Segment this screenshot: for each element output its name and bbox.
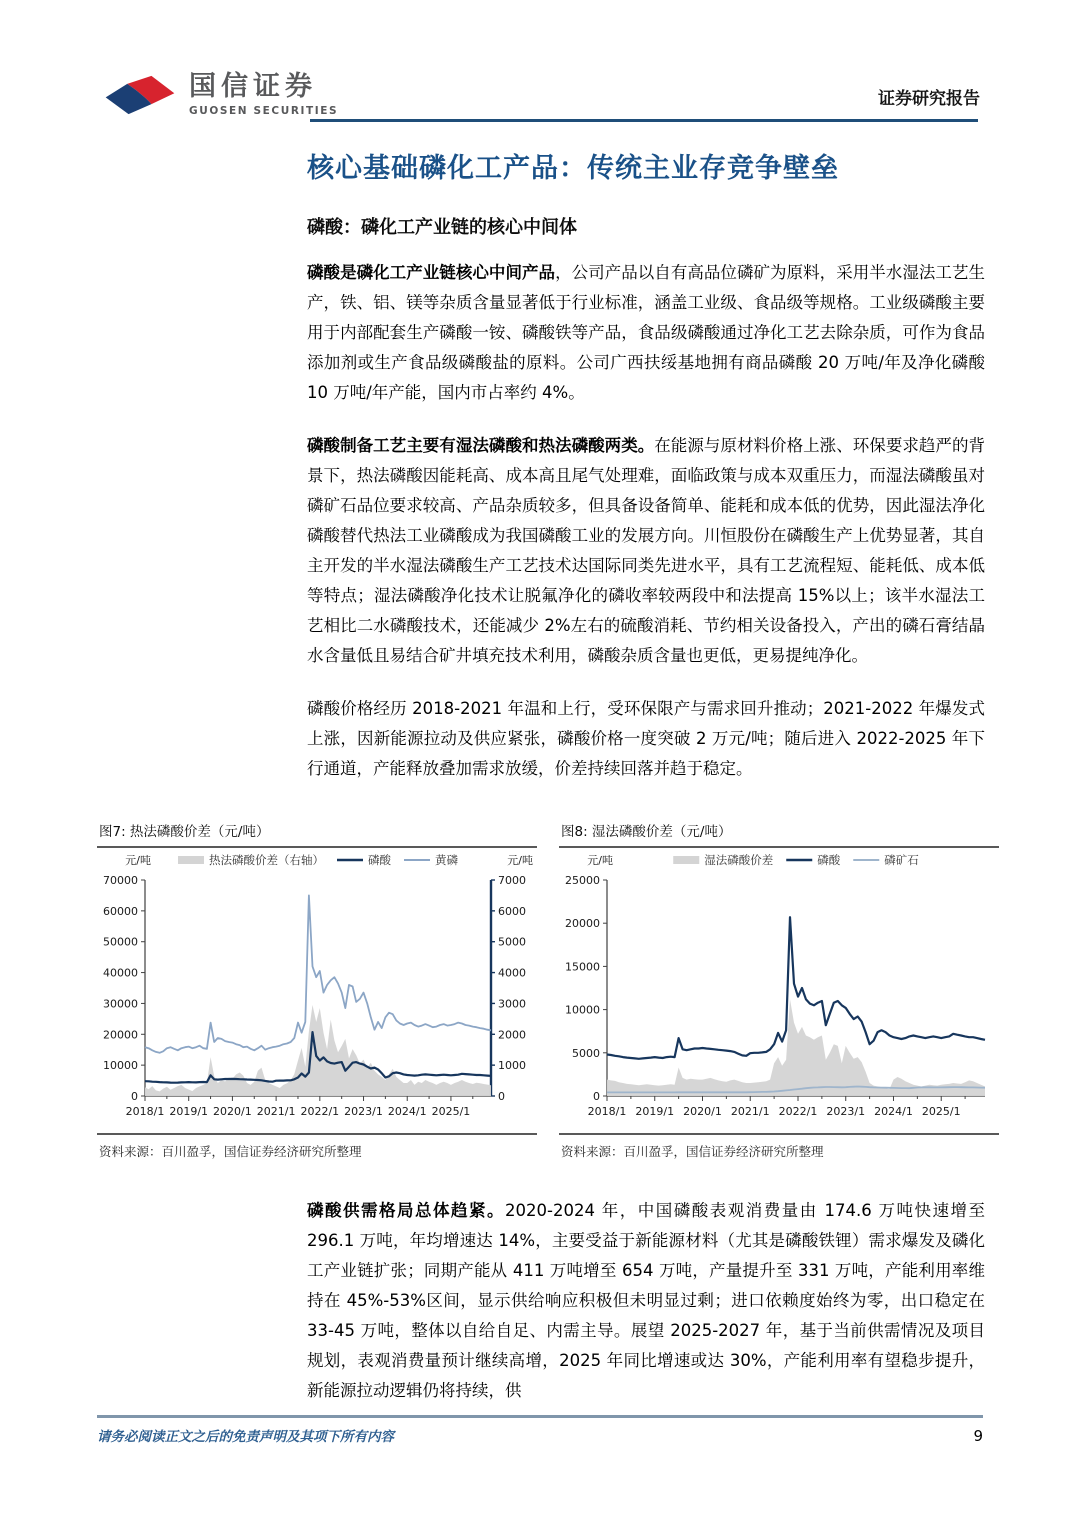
svg-text:5000: 5000 [498, 935, 526, 949]
brand-text [189, 72, 338, 117]
svg-text:元/吨: 元/吨 [587, 854, 613, 867]
svg-text:2020/1: 2020/1 [213, 1105, 252, 1118]
svg-text:2021/1: 2021/1 [256, 1105, 296, 1118]
brand-en: GUOSEN SECURITIES [189, 105, 339, 117]
svg-text:2022/1: 2022/1 [300, 1105, 340, 1118]
svg-text:20000: 20000 [103, 1028, 138, 1042]
figures-row [97, 820, 995, 1160]
figure-8 [559, 820, 999, 1160]
svg-text:2019/1: 2019/1 [169, 1105, 209, 1118]
svg-text:10000: 10000 [565, 1003, 600, 1017]
svg-text:元/吨: 元/吨 [125, 854, 151, 867]
paragraph-body: 磷酸价格经历 2018-2021 年温和上行，受环保限产与需求回升推动；2021-2022 年爆发式上涨，因新能源拉动及供应紧张，磷酸价格一度突破 2 万元/吨；随后进入 2022-2025 年下行通道，产能释放叠加需求放缓，价差持续回落并趋于稳定。 [307, 699, 985, 778]
guosen-logo-icon [103, 70, 177, 122]
svg-text:20000: 20000 [565, 917, 600, 931]
svg-text:70000: 70000 [103, 874, 138, 887]
svg-text:60000: 60000 [103, 904, 138, 918]
footer-disclaimer: 请务必阅读正文之后的免责声明及其项下所有内容 [97, 1429, 394, 1445]
section-subtitle: 磷酸：磷化工产业链的核心中间体 [307, 217, 577, 238]
paragraph-1 [307, 258, 985, 408]
svg-text:2018/1: 2018/1 [125, 1105, 165, 1118]
svg-text:30000: 30000 [103, 997, 138, 1011]
paragraph-4 [307, 1196, 985, 1406]
svg-text:0: 0 [593, 1090, 600, 1103]
paragraph-body: 2020-2024 年，中国磷酸表观消费量由 174.6 万吨快速增至 296.1 万吨，年均增速达 14%，主要受益于新能源材料（尤其是磷酸铁锂）需求爆发及磷化工产业链扩张；同期产能从 411 万吨增至 654 万吨，产量提升至 331 万吨，产能利用率维持在 45%-53%区间，显示供给响应积极但未明显过剩；进口依赖度始终为零，出口稳定在 33-45 万吨，整体以自给自足、内需主导。展望 2025-2027 年，基于当前供需情况及项目规划，表观消费量预计继续高增，2025 年同比增速或达 30%，产能利用率有望稳步提升，新能源拉动逻辑仍将持续，供 [307, 1201, 985, 1400]
bottom-content [307, 1196, 985, 1406]
paragraph-lead: 磷酸制备工艺主要有湿法磷酸和热法磷酸两类。 [307, 436, 655, 455]
svg-text:40000: 40000 [103, 966, 138, 980]
figure7-source: 资料来源：百川盈孚，国信证券经济研究所整理 [97, 1133, 537, 1160]
svg-text:10000: 10000 [103, 1059, 138, 1073]
header-rule [310, 119, 978, 122]
svg-text:0: 0 [131, 1090, 138, 1103]
svg-text:50000: 50000 [103, 935, 138, 949]
svg-text:0: 0 [498, 1090, 505, 1103]
svg-text:湿法磷酸价差: 湿法磷酸价差 [704, 853, 774, 867]
svg-text:2019/1: 2019/1 [635, 1105, 675, 1118]
figure8-source: 资料来源：百川盈孚，国信证券经济研究所整理 [559, 1133, 999, 1160]
figure8-chart [559, 850, 999, 1129]
svg-text:2020/1: 2020/1 [683, 1105, 722, 1118]
svg-text:2023/1: 2023/1 [344, 1105, 383, 1118]
paragraph-body: ，公司产品以自有高品位磷矿为原料，采用半水湿法工艺生产，铁、铝、镁等杂质含量显著低于行业标准，涵盖工业级、食品级等规格。工业级磷酸主要用于内部配套生产磷酸一铵、磷酸铁等产品，食品级磷酸通过净化工艺去除杂质，可作为食品添加剂或生产食品级磷酸盐的原料。公司广西扶绥基地拥有商品磷酸 20 万吨/年及净化磷酸 10 万吨/年产能，国内市占率约 4%。 [307, 263, 986, 402]
figure7-title: 图7: 热法磷酸价差（元/吨） [97, 820, 537, 848]
svg-text:2025/1: 2025/1 [921, 1105, 961, 1118]
svg-text:6000: 6000 [498, 904, 526, 918]
paragraph-lead: 磷酸供需格局总体趋紧。 [307, 1201, 506, 1220]
svg-text:磷酸: 磷酸 [368, 853, 391, 867]
svg-text:2025/1: 2025/1 [431, 1105, 471, 1118]
figure-7 [97, 820, 537, 1160]
svg-text:2024/1: 2024/1 [874, 1105, 913, 1118]
paragraph-body: 在能源与原材料价格上涨、环保要求趋严的背景下，热法磷酸因能耗高、成本高且尾气处理难，面临政策与成本双重压力，而湿法磷酸虽对磷矿石品位要求较高、产品杂质较多，但具备设备简单、能耗和成本低的优势，因此湿法净化磷酸替代热法工业磷酸成为我国磷酸工业的发展方向。川恒股份在磷酸生产上优势显著，其自主开发的半水湿法磷酸生产工艺技术达国际同类先进水平，具有工艺流程短、能耗低、成本低等特点；湿法磷酸净化技术让脱氟净化的磷收率较两段中和法提高 15%以上；该半水湿法工艺相比二水磷酸技术，还能减少 2%左右的硫酸消耗、节约相关设备投入，产出的磷石膏结晶水含量低且易结合矿井填充技术利用，磷酸杂质含量也更低，更易提纯净化。 [307, 436, 986, 665]
page-number: 9 [973, 1427, 983, 1445]
figure7-chart [97, 850, 537, 1129]
svg-text:2000: 2000 [498, 1028, 526, 1042]
svg-text:15000: 15000 [565, 960, 600, 974]
svg-text:4000: 4000 [498, 966, 526, 980]
svg-text:2021/1: 2021/1 [730, 1105, 770, 1118]
svg-text:3000: 3000 [498, 997, 526, 1011]
report-type-label: 证券研究报告 [878, 89, 980, 109]
paragraph-lead: 磷酸是磷化工产业链核心中间产品 [307, 263, 556, 282]
main-content [307, 152, 985, 784]
svg-text:1000: 1000 [498, 1059, 526, 1073]
brand-cn: 国信证券 [189, 71, 317, 102]
svg-text:2024/1: 2024/1 [387, 1105, 427, 1118]
paragraph-3 [307, 694, 985, 784]
svg-text:元/吨: 元/吨 [507, 854, 533, 867]
svg-text:2022/1: 2022/1 [778, 1105, 818, 1118]
guosen-logo [103, 70, 338, 122]
svg-text:热法磷酸价差（右轴）: 热法磷酸价差（右轴） [209, 853, 324, 867]
svg-text:磷酸: 磷酸 [817, 853, 841, 867]
page-footer [97, 1415, 983, 1445]
svg-text:2023/1: 2023/1 [826, 1105, 866, 1118]
svg-text:7000: 7000 [498, 874, 526, 887]
page-title: 核心基础磷化工产品：传统主业存竞争壁垒 [307, 153, 839, 184]
svg-text:2018/1: 2018/1 [587, 1105, 627, 1118]
svg-text:5000: 5000 [572, 1046, 600, 1060]
figure8-title: 图8: 湿法磷酸价差（元/吨） [559, 820, 999, 848]
svg-text:黄磷: 黄磷 [435, 853, 458, 867]
svg-text:磷矿石: 磷矿石 [884, 853, 919, 867]
svg-text:25000: 25000 [565, 874, 600, 887]
paragraph-2 [307, 431, 985, 671]
